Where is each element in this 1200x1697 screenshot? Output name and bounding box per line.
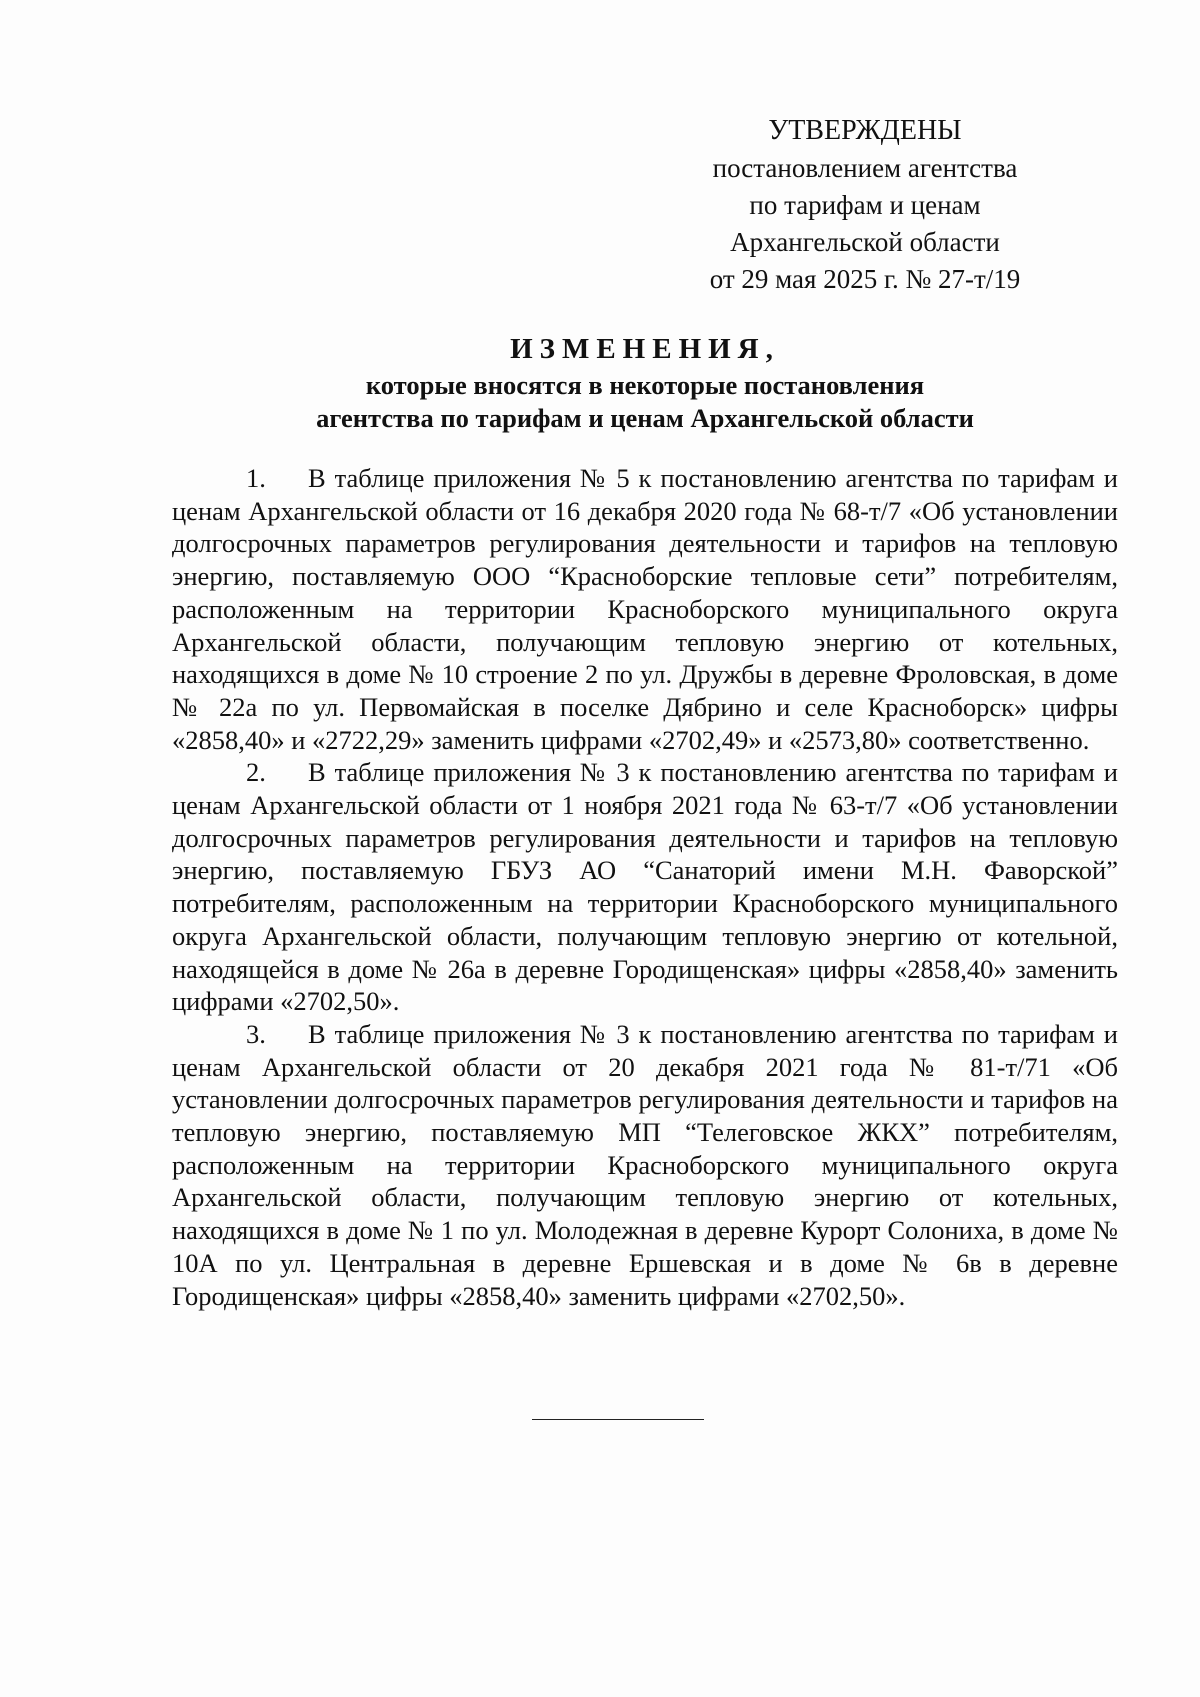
amendment-item bbox=[172, 756, 1118, 1018]
approval-line: по тарифам и ценам bbox=[749, 190, 981, 220]
document-body bbox=[172, 462, 1118, 1312]
approval-line: Архангельской области bbox=[730, 227, 1000, 257]
amendment-item bbox=[172, 1018, 1118, 1312]
approval-line: от 29 мая 2025 г. № 27-т/19 bbox=[709, 264, 1021, 294]
approval-line: постановлением агентства bbox=[712, 153, 1018, 183]
amendment-item-text: В таблице приложения № 3 к постановлению агентства по тарифам и ценам Архангельской области от 1 ноября 2021 года № 63-т/7 «Об установлении долгосрочных параметров регулирования деятельности и тарифов на тепловую энергию, поставляемую ГБУЗ АО “Санаторий имени М.Н. Фаворской” потребителям, расположенным на территории Красноборского муниципального округа Архангельской области, получающим тепловую энергию от котельной, находящейся в доме № 26а в деревне Городищенская» цифры «2858,40» заменить цифрами «2702,50». bbox=[172, 757, 1118, 1017]
closing-divider-line bbox=[532, 1419, 704, 1420]
approval-heading: УТВЕРЖДЕНЫ bbox=[768, 115, 962, 146]
amendment-item-text: В таблице приложения № 5 к постановлению агентства по тарифам и ценам Архангельской области от 16 декабря 2020 года № 68-т/7 «Об установлении долгосрочных параметров регулирования деятельности и тарифов на тепловую энергию, поставляемую ООО “Красноборские тепловые сети” потребителям, расположенным на территории Красноборского муниципального округа Архангельской области, получающим тепловую энергию от котельных, находящихся в доме № 10 строение 2 по ул. Дружбы в деревне Фроловская, в доме № 22а по ул. Первомайская в поселке Дябрино и селе Красноборск» цифры «2858,40» и «2722,29» заменить цифрами «2702,49» и «2573,80» соответственно. bbox=[172, 463, 1118, 755]
amendment-item-number: 3. bbox=[246, 1018, 266, 1049]
approval-stamp-block bbox=[670, 112, 1060, 298]
document-subtitle-line: агентства по тарифам и ценам Архангельской области bbox=[316, 403, 974, 433]
amendment-item bbox=[172, 462, 1118, 756]
amendment-item-text: В таблице приложения № 3 к постановлению агентства по тарифам и ценам Архангельской области от 20 декабря 2021 года № 81-т/71 «Об установлении долгосрочных параметров регулирования деятельности и тарифов на тепловую энергию, поставляемую МП “Телеговское ЖКХ” потребителям, расположенным на территории Красноборского муниципального округа Архангельской области, получающим тепловую энергию от котельных, находящихся в доме № 1 по ул. Молодежная в деревне Курорт Солониха, в доме № 10А по ул. Центральная в деревне Ершевская и в доме № 6в в деревне Городищенская» цифры «2858,40» заменить цифрами «2702,50». bbox=[172, 1018, 1118, 1311]
document-title-block bbox=[170, 330, 1120, 435]
document-title: ИЗМЕНЕНИЯ, bbox=[510, 333, 780, 365]
amendment-item-number: 1. bbox=[246, 463, 266, 493]
amendment-item-number: 2. bbox=[246, 757, 266, 788]
document-subtitle-line: которые вносятся в некоторые постановления bbox=[365, 370, 925, 400]
